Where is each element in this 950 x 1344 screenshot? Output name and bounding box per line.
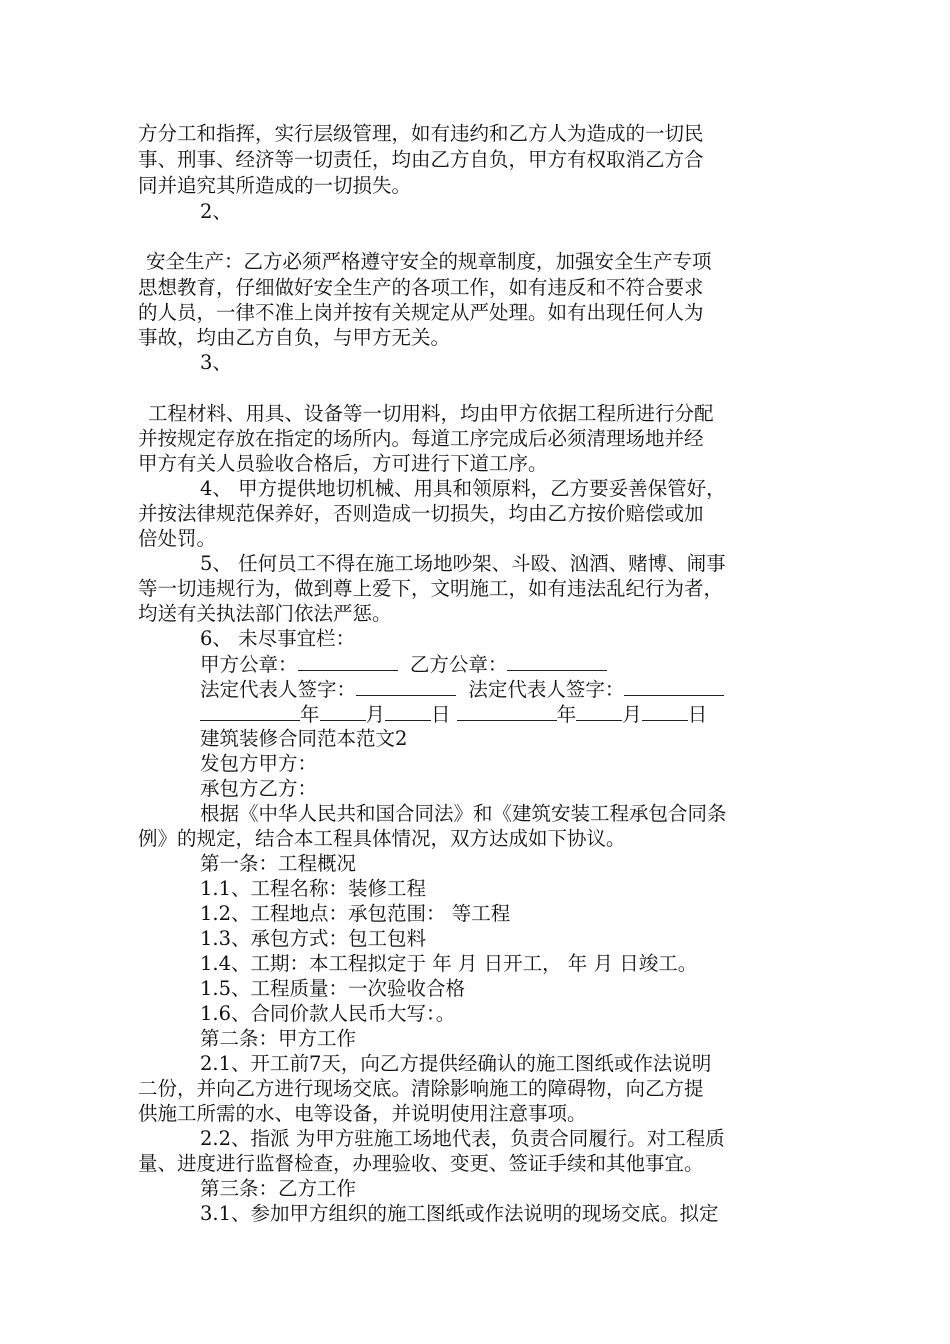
- paragraph-line: 二份，并向乙方进行现场交底。清除影响施工的障碍物，向乙方提: [138, 1077, 704, 1100]
- paragraph-line: 并按规定存放在指定的场所内。每道工序完成后必须清理场地并经: [138, 427, 704, 450]
- paragraph-line: 5、 任何员工不得在施工场地吵架、斗殴、汹酒、赌博、闹事: [200, 552, 726, 575]
- paragraph-line: 1.3、承包方式：包工包料: [200, 927, 427, 950]
- paragraph-line: 工程材料、用具、设备等一切用料，均由甲方依据工程所进行分配: [148, 402, 714, 425]
- paragraph-line: 3.1、参加甲方组织的施工图纸或作法说明的现场交底。拟定: [200, 1202, 719, 1225]
- date-day-label: 日: [687, 703, 708, 726]
- party-b-seal-blank: [507, 652, 607, 671]
- paragraph-line: 1.2、工程地点：承包范围： 等工程: [200, 902, 511, 925]
- paragraph-line: 1.4、工期：本工程拟定于 年 月 日开工， 年 月 日竣工。: [200, 952, 698, 975]
- paragraph-line: 1.6、合同价款人民币大写：。: [200, 1002, 456, 1025]
- paragraph-line: 思想教育，仔细做好安全生产的各项工作，如有违反和不符合要求: [138, 276, 704, 299]
- legal-rep-a-label: 法定代表人签字：: [200, 678, 357, 701]
- date-month-label: 月: [622, 703, 642, 726]
- paragraph-line: 事故，均由乙方自负，与甲方无关。: [138, 326, 451, 349]
- party-a-seal-blank: [298, 652, 398, 671]
- paragraph-line: 事、刑事、经济等一切责任，均由乙方自负，甲方有权取消乙方合: [138, 148, 704, 171]
- paragraph-line: 2.2、指派 为甲方驻施工场地代表，负责合同履行。对工程质: [200, 1127, 725, 1150]
- paragraph-line: 1.1、工程名称：装修工程: [200, 877, 427, 900]
- paragraph-line: 4、 甲方提供地切机械、用具和领原料，乙方要妥善保管好，: [200, 477, 726, 500]
- article-heading: 第一条：工程概况: [200, 852, 357, 875]
- paragraph-line: 6、 未尽事宜栏：: [200, 627, 356, 650]
- paragraph-line: 1.5、工程质量：一次验收合格: [200, 977, 466, 1000]
- section-title: 建筑装修合同范本范文2: [200, 727, 408, 750]
- date-a-month-blank: [320, 702, 366, 721]
- clause-number: 2、: [200, 200, 232, 223]
- paragraph-line: 安全生产：乙方必须严格遵守安全的规章制度，加强安全生产专项: [146, 250, 712, 273]
- date-a-day-blank: [385, 702, 431, 721]
- date-b-year-blank: [457, 702, 557, 721]
- paragraph-line: 承包方乙方：: [200, 777, 318, 800]
- article-heading: 第二条：甲方工作: [200, 1027, 357, 1050]
- date-b-day-blank: [642, 702, 688, 721]
- date-b-month-blank: [576, 702, 622, 721]
- signature-row-legal-rep: [200, 677, 724, 702]
- legal-rep-b-blank: [624, 677, 724, 696]
- paragraph-line: 的人员，一律不准上岗并按有关规定从严处理。如有出现任何人为: [138, 301, 704, 324]
- date-day-label: 日: [431, 703, 451, 726]
- paragraph-line: 同并追究其所造成的一切损失。: [138, 174, 412, 197]
- legal-rep-b-label: 法定代表人签字：: [468, 678, 625, 701]
- paragraph-line: 方分工和指挥，实行层级管理，如有违约和乙方人为造成的一切民: [138, 122, 704, 145]
- paragraph-line: 根据《中华人民共和国合同法》和《建筑安装工程承包合同条: [200, 802, 727, 825]
- paragraph-line: 发包方甲方：: [200, 752, 318, 775]
- signature-row-date: [200, 702, 707, 727]
- paragraph-line: 量、进度进行监督检查，办理验收、变更、签证手续和其他事宜。: [138, 1152, 704, 1175]
- paragraph-line: 倍处罚。: [138, 527, 217, 550]
- date-year-label: 年: [300, 703, 320, 726]
- party-b-seal-label: 乙方公章：: [409, 653, 508, 676]
- date-a-year-blank: [200, 702, 300, 721]
- paragraph-line: 均送有关执法部门依法严惩。: [138, 602, 392, 625]
- article-heading: 第三条：乙方工作: [200, 1177, 357, 1200]
- paragraph-line: 供施工所需的水、电等设备，并说明使用注意事项。: [138, 1102, 587, 1125]
- date-month-label: 月: [365, 703, 386, 726]
- clause-number: 3、: [200, 351, 232, 374]
- party-a-seal-label: 甲方公章：: [200, 653, 298, 676]
- signature-row-seal: [200, 652, 607, 677]
- legal-rep-a-blank: [356, 677, 456, 696]
- paragraph-line: 2.1、开工前7天，向乙方提供经确认的施工图纸或作法说明: [200, 1052, 712, 1075]
- paragraph-line: 等一切违规行为，做到尊上爱下，文明施工，如有违法乱纪行为者，: [138, 577, 724, 600]
- date-year-label: 年: [556, 703, 577, 726]
- paragraph-line: 并按法律规范保养好，否则造成一切损失，均由乙方按价赔偿或加: [138, 502, 704, 525]
- paragraph-line: 甲方有关人员验收合格后，方可进行下道工序。: [138, 452, 548, 475]
- paragraph-line: 例》的规定，结合本工程具体情况，双方达成如下协议。: [138, 827, 626, 850]
